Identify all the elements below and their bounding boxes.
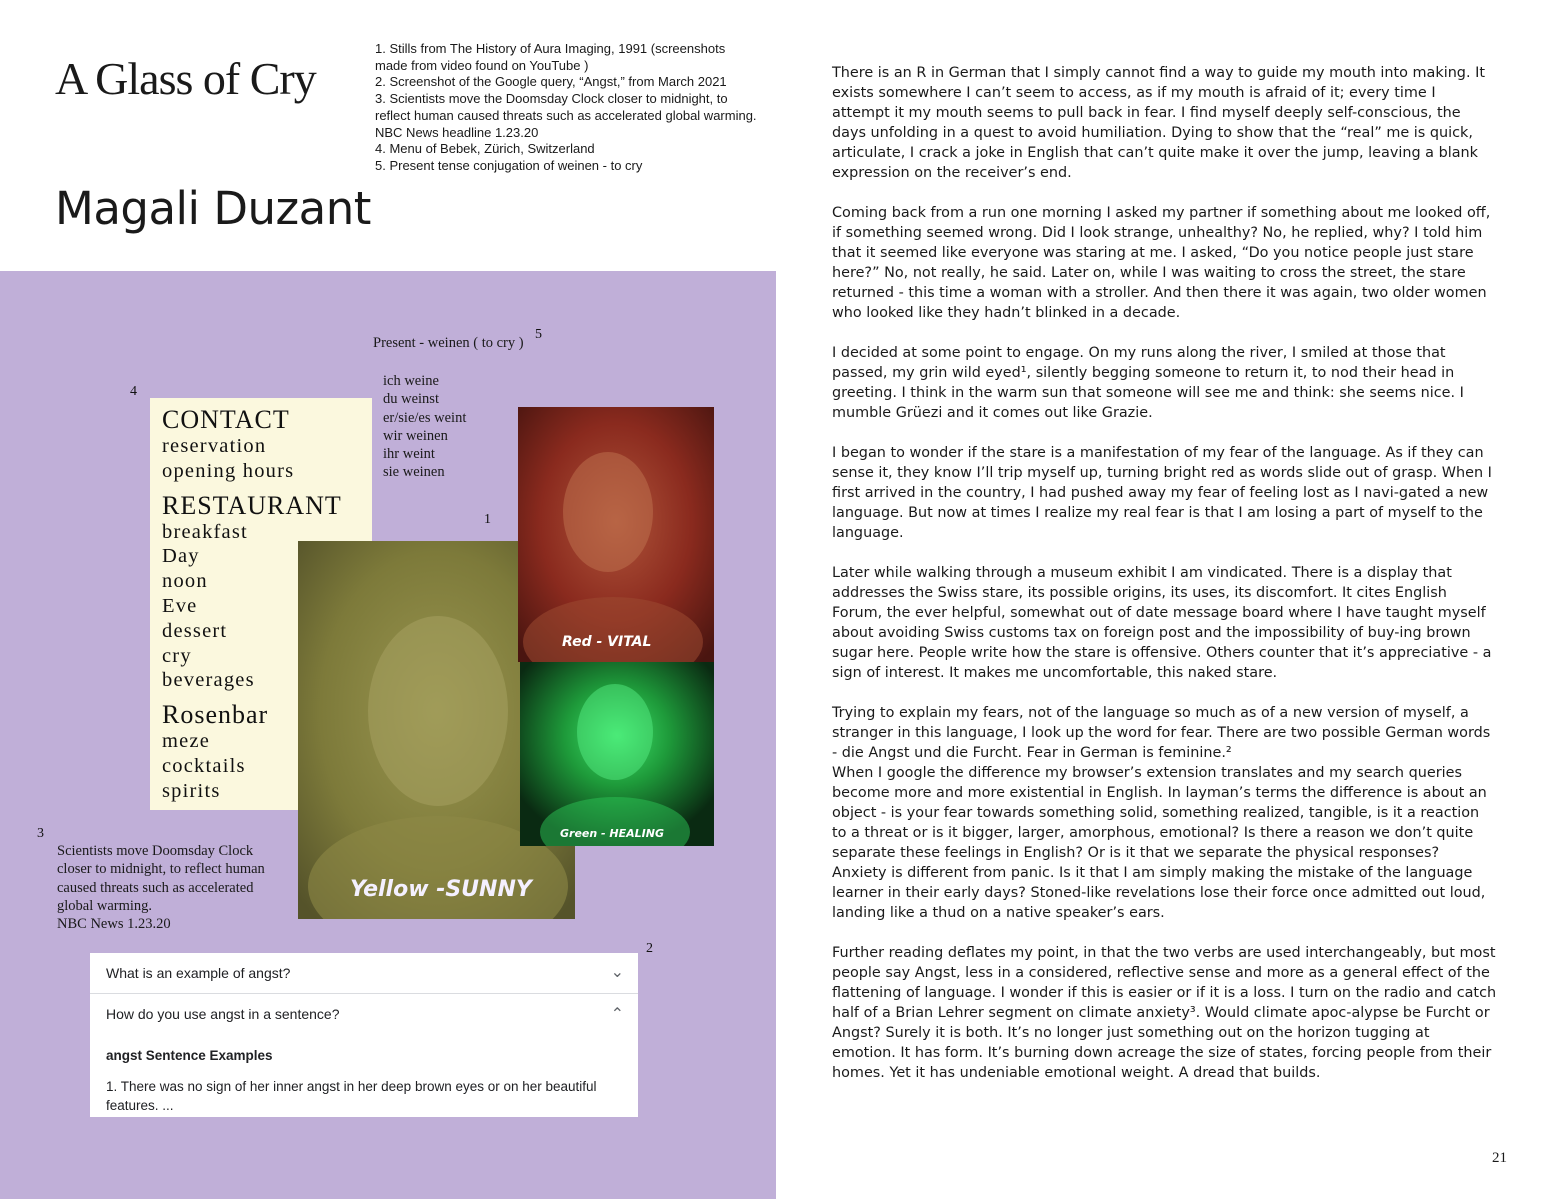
caption-item: 5. Present tense conjugation of weinen - to cry <box>375 157 643 173</box>
faq-answer-heading: angst Sentence Examples <box>106 1048 273 1063</box>
article-title: A Glass of Cry <box>55 53 316 104</box>
menu-item: noon <box>162 570 208 593</box>
faq-answer-example: 1. There was no sign of her inner angst in her deep brown eyes or on her beautiful features. ... <box>106 1079 597 1113</box>
google-faq-screenshot <box>90 953 638 1117</box>
caption-item: 1. Stills from The History of Aura Imaging, 1991 (screenshots made from video found on YouTube ) <box>375 41 726 73</box>
faq-question-row <box>90 953 638 994</box>
paragraph: Coming back from a run one morning I asked my partner if something about me looked off, if something seemed wrong. Did I look strange, unhealthy? No, he replied, why? I told him that it seemed like everyone was staring at me. I asked, “Do you notice people just stare here?” No, not really, he said. Later on, while I was waiting to cross the street, the stare returned - this time a woman with a stroller. And then there it was again, two older women who looked like they hadn’t blinked in a decade. <box>832 205 1491 321</box>
menu-item: Eve <box>162 594 198 617</box>
caption-item: 3. Scientists move the Doomsday Clock closer to midnight, to reflect human caused threats such as accelerated global warming. NBC News headline 1.23.20 <box>375 91 757 140</box>
conjugation-form: ihr weint <box>383 446 435 463</box>
paragraph: Later while walking through a museum exhibit I am vindicated. There is a display that addresses the Swiss stare, its possible origins, its uses, its discomfort. It cites English Forum, the ever helpful, somewhat out of date message board where I have taught myself about avoiding Swiss customs tax on foreign post and the impossibility of buy-ing brown sugar here. People write how the stare is offensive. Others counter that it’s appreciative - a sign of interest. It makes me uncomfortable, this naked stare. <box>832 565 1492 681</box>
menu-item: beverages <box>162 669 255 692</box>
headline-line: caused threats such as accelerated <box>57 879 254 896</box>
paragraph: I decided at some point to engage. On my runs along the river, I smiled at those that passed, my grin wild eyed¹, silently begging someone to return it, to nod their head in greeting. I think in the warm sun that someone will see me and think: she seems nice. I mumble Grüezi and it comes out like Grazie. <box>832 345 1464 421</box>
chevron-down-icon: ⌄ <box>610 964 624 981</box>
collage-panel <box>0 271 776 1199</box>
conjugation-list <box>383 372 466 482</box>
headline-line: NBC News 1.23.20 <box>57 916 171 933</box>
conjugation-form: sie weinen <box>383 464 445 481</box>
figure-number-4: 4 <box>130 384 137 399</box>
conjugation-form: wir weinen <box>383 427 448 444</box>
headline-line: closer to midnight, to reflect human <box>57 861 265 878</box>
caption-item: 2. Screenshot of the Google query, “Angst,” from March 2021 <box>375 74 727 90</box>
paragraph: When I google the difference my browser’s extension translates and my search queries become more and more existential in English. In layman’s terms the difference is about an object - is your fear towards something solid, something realized, tangible, is it a reaction to a threat or is it bigger, larger, amorphous, emotional? Is there a reason we don’t quite separate these feelings in English? Or is it that we separate the physical responses? Anxiety is different from panic. Is it that I am simply making the mistake of the language learner in their early days? Stoned-like revelations lose their force once admitted out loud, landing like a thud on a native speaker’s ears. <box>832 765 1487 921</box>
faq-question: What is an example of angst? <box>106 965 291 981</box>
aura-still-green <box>520 662 714 846</box>
menu-item: reservation <box>162 435 267 457</box>
menu-item: Day <box>162 545 200 568</box>
aura-caption-yellow: Yellow -SUNNY <box>350 877 532 902</box>
menu-item: meze <box>162 730 211 753</box>
doomsday-headline <box>57 842 297 933</box>
menu-item: cry <box>162 644 192 667</box>
page-number: 21 <box>1492 1150 1507 1166</box>
menu-item: opening hours <box>162 459 295 482</box>
figure-number-1: 1 <box>484 512 491 527</box>
chevron-up-icon: ⌃ <box>610 1006 624 1023</box>
conjugation-title: Present - weinen ( to cry ) <box>373 335 524 351</box>
caption-item: 4. Menu of Bebek, Zürich, Switzerland <box>375 141 595 157</box>
menu-item: dessert <box>162 619 228 642</box>
paragraph: Further reading deflates my point, in that the two verbs are used interchangeably, but most people say Angst, less in a considered, reflective sense and more as a general effect of the flattening of language. I wonder if this is easier or if it is a loss. I turn on the radio and catch half of a Brian Lehrer segment on climate anxiety³. Would climate apoc-alypse be Furcht or Angst? Surely it is both. It’s no longer just something out on the horizon tugging at emotion. It has form. It’s burning down acreage the size of states, forcing people from their homes. Yet it has undeniable emotional weight. A dread that builds. <box>832 945 1497 1081</box>
menu-heading-rosenbar: Rosenbar <box>162 700 269 730</box>
paragraph: There is an R in German that I simply cannot find a way to guide my mouth into making. It exists somewhere I can’t seem to access, as if my mouth is afraid of it; every time I attempt it my mouth seems to pull back in fear. I find myself deeply self-conscious, the days unfolding in a quest to avoid humiliation. Dying to show that the “real” me is quick, articulate, I crack a joke in English that can’t quite make it over the jump, leaving a blank expression on the receiver’s end. <box>832 65 1485 181</box>
figure-number-3: 3 <box>37 826 44 841</box>
figure-captions <box>375 41 760 175</box>
figure-number-5: 5 <box>535 327 542 342</box>
menu-item: breakfast <box>162 520 248 543</box>
menu-heading-restaurant: RESTAURANT <box>162 490 342 520</box>
menu-item: spirits <box>162 779 221 802</box>
paragraph: Trying to explain my fears, not of the language so much as of a new version of myself, a stranger in this language, I look up the word for fear. There are two possible German words - die Angst und die Furcht. Fear in German is feminine.² <box>832 705 1491 761</box>
figure-number-2: 2 <box>646 941 653 956</box>
conjugation-form: du weinst <box>383 391 439 408</box>
menu-heading-contact: CONTACT <box>162 405 290 434</box>
faq-question-row <box>90 994 638 1034</box>
headline-line: global warming. <box>57 897 153 914</box>
faq-question: How do you use angst in a sentence? <box>106 1006 340 1022</box>
aura-caption-red: Red - VITAL <box>562 634 652 650</box>
conjugation-form: er/sie/es weint <box>383 409 467 426</box>
menu-item: cocktails <box>162 754 246 777</box>
author-name: Magali Duzant <box>55 182 371 235</box>
article-body <box>832 63 1497 1103</box>
conjugation-form: ich weine <box>383 373 439 389</box>
paragraph: I began to wonder if the stare is a manifestation of my fear of the language. As if they can sense it, they know I’ll trip myself up, turning bright red as words slide out of grasp. When I first arrived in the country, I had pushed away my fear of feeling lost as I navi-gated a new language. But now at times I realize my real fear is that I am losing a part of myself to the language. <box>832 445 1492 541</box>
headline-line: Scientists move Doomsday Clock <box>57 843 254 859</box>
aura-still-red <box>518 407 714 662</box>
aura-caption-green: Green - HEALING <box>560 827 665 840</box>
